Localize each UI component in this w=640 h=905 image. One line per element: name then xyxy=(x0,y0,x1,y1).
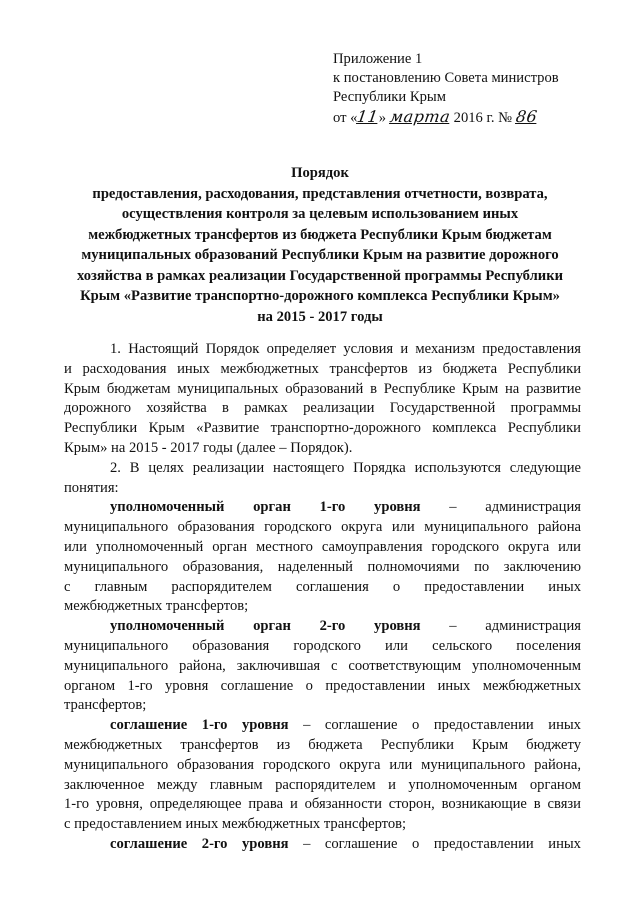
appendix-republic: Республики Крым xyxy=(333,89,446,105)
definition-3-line: межбюджетных трансфертов из бюджета Республики Крым бюджету xyxy=(64,736,581,753)
definition-3-term: соглашение 1-го уровня xyxy=(110,717,289,734)
appendix-resolution: к постановлению Совета министров xyxy=(333,70,559,86)
paragraph-2-line: 2. В целях реализации настоящего Порядка используются следующие xyxy=(110,459,581,476)
paragraph-1-line: дорожного хозяйства в рамках реализации Государственной программы xyxy=(64,400,581,417)
paragraph-1-line: Крым бюджетам муниципальных образований в Республике Крым на развитие xyxy=(64,380,581,397)
title-line: Порядок xyxy=(291,165,349,181)
title-line: предоставления, расходования, представления отчетности, возврата, xyxy=(92,185,548,202)
paragraph-2-line: понятия: xyxy=(64,479,119,496)
definition-1-line: межбюджетных трансфертов; xyxy=(64,598,249,615)
definition-1-line: муниципального образования, наделенный полномочиями по заключению xyxy=(64,558,581,575)
date-mid: » xyxy=(378,110,390,126)
definition-1-line: муниципального образования городского округа или муниципального района xyxy=(64,519,581,536)
document-body xyxy=(64,340,581,855)
title-line: хозяйства в рамках реализации Государственной программы Республики xyxy=(76,267,564,284)
title-line: межбюджетных трансфертов из бюджета Республики Крым бюджетам xyxy=(88,226,552,243)
date-month-handwritten: марта xyxy=(388,107,452,126)
appendix-number: Приложение 1 xyxy=(333,51,423,67)
definition-2-line: органом 1-го уровня соглашение о предоставлении иных межбюджетных xyxy=(64,677,581,694)
date-number-handwritten: 86 xyxy=(514,107,539,126)
definition-2-line: уполномоченный орган 2-го уровня – администрация xyxy=(110,618,581,635)
definition-2-line: муниципального района, заключившая с соответствующим уполномоченным xyxy=(64,657,581,674)
paragraph-1-line: Республики Крым «Развитие транспортно-дорожного комплекса Республики xyxy=(64,420,581,437)
definition-2-line: муниципального образования городского или сельского поселения xyxy=(64,637,581,654)
definition-2-term: уполномоченный орган 2-го уровня xyxy=(110,618,421,635)
date-prefix: от « xyxy=(333,110,358,126)
title-line: на 2015 - 2017 годы xyxy=(257,308,383,325)
definition-1-line: или уполномоченный орган местного самоуправления городского округа или xyxy=(64,538,581,555)
definition-3-line: заключенное между главным распорядителем и уполномоченным органом xyxy=(64,776,581,793)
definition-3-line: с предоставлением иных межбюджетных трансфертов; xyxy=(64,816,407,833)
definition-4-line: соглашение 2-го уровня – соглашение о предоставлении иных xyxy=(110,835,581,852)
definition-4-term: соглашение 2-го уровня xyxy=(110,835,289,852)
definition-3-line: 1-го уровня, определяющее права и обязанности сторон, возникающие в связи xyxy=(64,796,581,813)
definition-3-line: соглашение 1-го уровня – соглашение о предоставлении иных xyxy=(110,717,581,734)
title-line: муниципальных образований Республики Крым на развитие дорожного xyxy=(81,247,559,263)
document-title xyxy=(40,163,600,327)
definition-1-line: уполномоченный орган 1-го уровня – администрация xyxy=(110,499,581,516)
definition-1-line: с главным распорядителем соглашения о предоставлении иных xyxy=(64,578,581,595)
title-line: осуществления контроля за целевым использованием иных xyxy=(121,206,519,222)
date-year: 2016 г. № xyxy=(450,110,516,126)
definition-2-line: трансфертов; xyxy=(64,697,147,714)
appendix-header xyxy=(333,50,559,128)
paragraph-1-line: и расходования иных межбюджетных трансфертов из бюджета Республики xyxy=(64,360,581,377)
paragraph-1-line: 1. Настоящий Порядок определяет условия и механизм предоставления xyxy=(110,341,581,357)
date-day-handwritten: 11 xyxy=(356,107,381,126)
definition-1-term: уполномоченный орган 1-го уровня xyxy=(110,499,421,516)
appendix-date-line xyxy=(333,107,559,128)
paragraph-1-line: Крым» на 2015 - 2017 годы (далее – Порядок). xyxy=(64,439,353,456)
definition-3-line: муниципального образования городского округа или муниципального района, xyxy=(64,756,581,773)
title-line: Крым «Развитие транспортно-дорожного комплекса Республики Крым» xyxy=(80,288,560,304)
